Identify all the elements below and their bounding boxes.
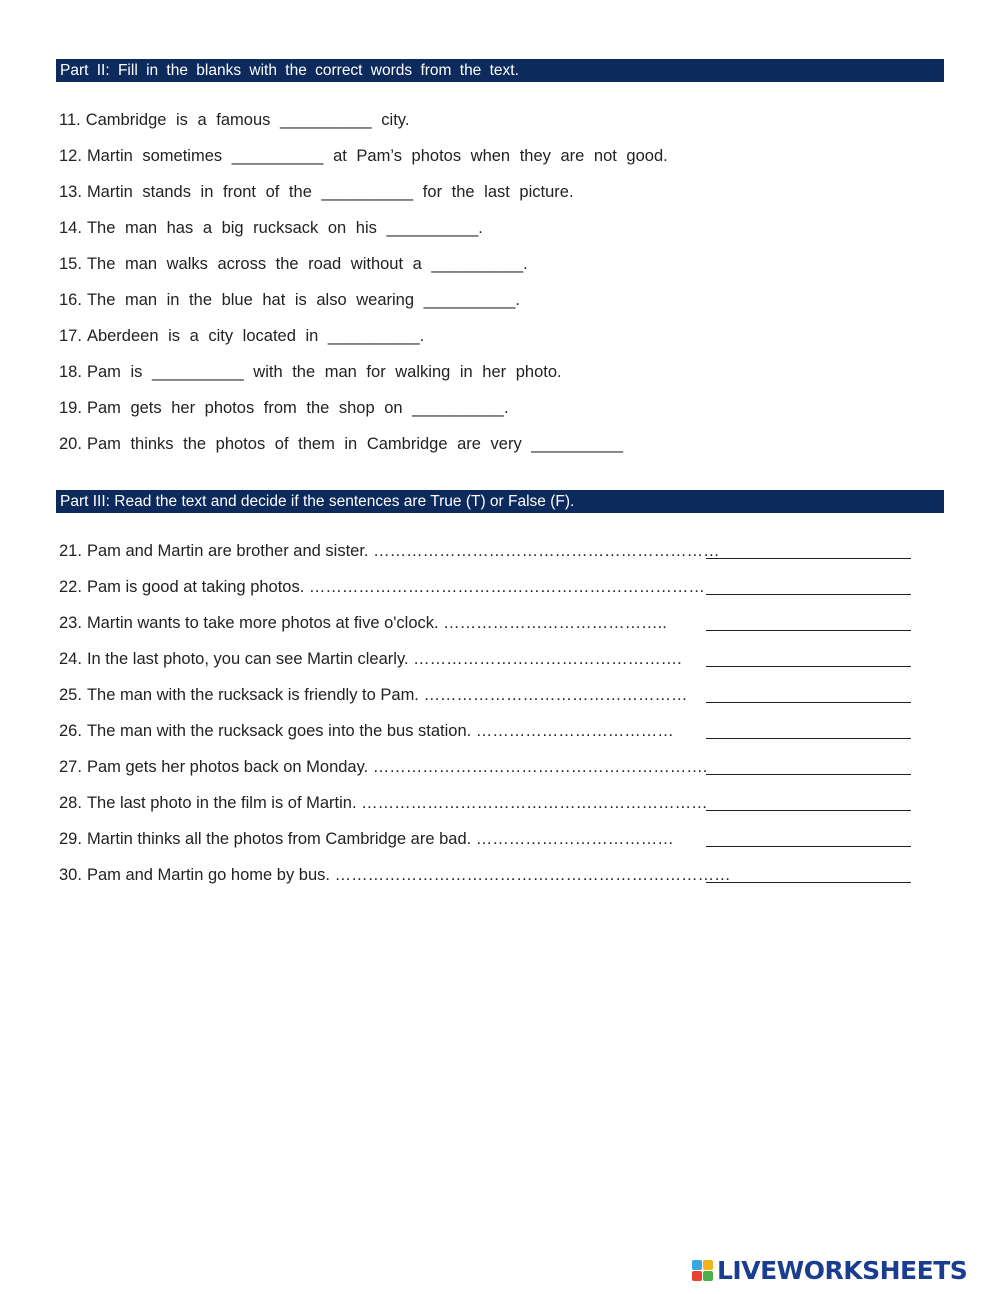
question-text: The man walks across the road without a __________. — [86, 255, 528, 273]
question-12 — [59, 146, 668, 166]
question-15 — [59, 254, 528, 274]
question-number: 22. — [59, 578, 82, 596]
answer-line-28[interactable] — [706, 810, 911, 811]
question-number: 15. — [59, 255, 82, 273]
question-text: Pam and Martin are brother and sister. ……………………………………………………… — [86, 542, 720, 560]
logo-square — [692, 1271, 702, 1281]
question-number: 16. — [59, 291, 82, 309]
question-number: 19. — [59, 399, 82, 417]
logo-text: LIVEWORKSHEETS — [717, 1255, 968, 1285]
question-text: The man with the rucksack is friendly to Pam. ………………………………………… — [86, 686, 688, 704]
question-14 — [59, 218, 483, 238]
question-text: The last photo in the film is of Martin. ……………………………………………………… — [86, 794, 708, 812]
logo-square — [703, 1271, 713, 1281]
question-text: Martin sometimes __________ at Pam’s photos when they are not good. — [86, 147, 668, 165]
question-17 — [59, 326, 424, 346]
question-text: Pam and Martin go home by bus. ……………………………………………………………… — [86, 866, 731, 884]
answer-line-22[interactable] — [706, 594, 911, 595]
question-text: The man has a big rucksack on his __________. — [86, 219, 483, 237]
answer-line-30[interactable] — [706, 882, 911, 883]
question-text: The man in the blue hat is also wearing __________. — [86, 291, 520, 309]
answer-line-26[interactable] — [706, 738, 911, 739]
logo-icon — [692, 1260, 713, 1281]
question-18 — [59, 362, 562, 382]
question-11 — [59, 110, 409, 130]
answer-line-25[interactable] — [706, 702, 911, 703]
question-24 — [59, 649, 682, 669]
question-number: 14. — [59, 219, 82, 237]
question-text: Pam is __________ with the man for walking in her photo. — [86, 363, 562, 381]
question-28 — [59, 793, 708, 813]
question-number: 23. — [59, 614, 82, 632]
question-number: 21. — [59, 542, 82, 560]
question-text: Martin thinks all the photos from Cambridge are bad. ……………………………… — [86, 830, 674, 848]
question-number: 11. — [59, 111, 81, 129]
question-text: Martin wants to take more photos at five o'clock. ………………………………….. — [86, 614, 667, 632]
question-number: 12. — [59, 147, 82, 165]
question-30 — [59, 865, 731, 885]
question-23 — [59, 613, 667, 633]
question-25 — [59, 685, 687, 705]
question-number: 29. — [59, 830, 82, 848]
question-text: Pam is good at taking photos. ……………………………………………………………… — [86, 578, 705, 596]
question-29 — [59, 829, 674, 849]
question-text: Pam thinks the photos of them in Cambridge are very __________ — [86, 435, 624, 453]
question-text: In the last photo, you can see Martin clearly. …………………………………………. — [86, 650, 682, 668]
question-13 — [59, 182, 574, 202]
question-number: 26. — [59, 722, 82, 740]
question-text: Pam gets her photos back on Monday. ……………………………………………………. — [86, 758, 708, 776]
question-20 — [59, 434, 623, 454]
question-27 — [59, 757, 707, 777]
answer-line-24[interactable] — [706, 666, 911, 667]
answer-line-23[interactable] — [706, 630, 911, 631]
part-2-header: Part II: Fill in the blanks with the correct words from the text. — [56, 59, 944, 82]
question-number: 28. — [59, 794, 82, 812]
question-text: Cambridge is a famous __________ city. — [85, 111, 410, 129]
question-number: 18. — [59, 363, 82, 381]
question-text: The man with the rucksack goes into the bus station. ……………………………… — [86, 722, 674, 740]
question-text: Aberdeen is a city located in __________. — [86, 327, 425, 345]
question-26 — [59, 721, 674, 741]
question-19 — [59, 398, 509, 418]
question-21 — [59, 541, 720, 561]
question-number: 20. — [59, 435, 82, 453]
question-number: 27. — [59, 758, 82, 776]
question-number: 25. — [59, 686, 82, 704]
question-number: 24. — [59, 650, 82, 668]
logo-square — [692, 1260, 702, 1270]
question-number: 30. — [59, 866, 82, 884]
liveworksheets-logo — [692, 1255, 967, 1285]
answer-line-27[interactable] — [706, 774, 911, 775]
question-number: 13. — [59, 183, 82, 201]
question-text: Martin stands in front of the __________ for the last picture. — [86, 183, 574, 201]
question-number: 17. — [59, 327, 82, 345]
part-3-header: Part III: Read the text and decide if the sentences are True (T) or False (F). — [56, 490, 944, 513]
logo-square — [703, 1260, 713, 1270]
question-text: Pam gets her photos from the shop on __________. — [86, 399, 509, 417]
answer-line-21[interactable] — [706, 558, 911, 559]
answer-line-29[interactable] — [706, 846, 911, 847]
question-22 — [59, 577, 705, 597]
question-16 — [59, 290, 520, 310]
